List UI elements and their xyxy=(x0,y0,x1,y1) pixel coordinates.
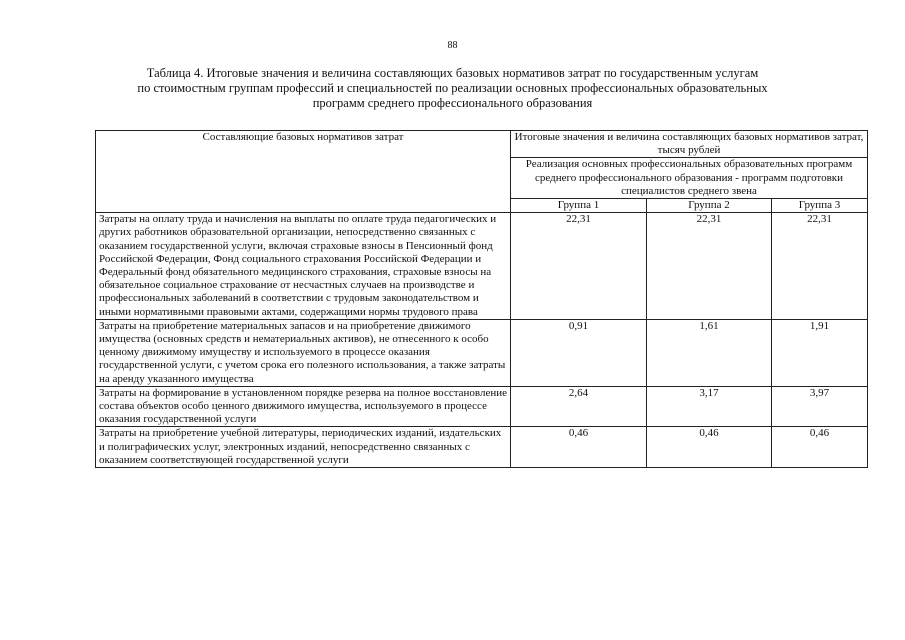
table-row xyxy=(96,427,868,468)
cost-norms-table xyxy=(95,130,868,468)
caption-line-2: по стоимостным группам профессий и специальностей по реализации основных профессиональных образовательных xyxy=(137,81,768,95)
table-row xyxy=(96,386,868,427)
page-number: 88 xyxy=(447,40,458,51)
header-program: Реализация основных профессиональных образовательных программ среднего профессионального образования - программ подготовки специалистов среднего звена xyxy=(511,158,868,199)
header-row-1 xyxy=(96,131,868,158)
header-group-3: Группа 3 xyxy=(772,199,868,213)
row-label: Затраты на приобретение учебной литературы, периодических изданий, издательских и полиграфических услуг, электронных изданий, непосредственно связанных с оказанием соответствующей государственной услуги xyxy=(96,427,511,468)
row-value-group-3: 3,97 xyxy=(772,386,868,427)
row-value-group-1: 0,46 xyxy=(511,427,647,468)
row-value-group-1: 2,64 xyxy=(511,386,647,427)
header-totals: Итоговые значения и величина составляющих базовых нормативов затрат, тысяч рублей xyxy=(511,131,868,158)
table-row xyxy=(96,213,868,320)
header-group-2: Группа 2 xyxy=(647,199,772,213)
header-group-1: Группа 1 xyxy=(511,199,647,213)
caption-line-3: программ среднего профессионального образования xyxy=(312,96,593,110)
header-components: Составляющие базовых нормативов затрат xyxy=(96,131,511,213)
caption-line-1: Таблица 4. Итоговые значения и величина составляющих базовых нормативов затрат по государственным услугам xyxy=(146,66,759,80)
row-label: Затраты на оплату труда и начисления на выплаты по оплате труда педагогических и других работников образовательной организации, непосредственно связанных с оказанием государственной услуги, включая страховые взносы в Пенсионный фонд Российской Федерации, Фонд социального страхования Российской Федерации и Федеральный фонд обязательного медицинского страхования, страховые взносы на обязательное социальное страхование от несчастных случаев на производстве и профессиональных заболеваний в соответствии с трудовым законодательством и иными нормативными правовыми актами, содержащими нормы трудового права xyxy=(96,213,511,320)
row-label: Затраты на приобретение материальных запасов и на приобретение движимого имущества (основных средств и нематериальных активов), не отнесенного к особо ценному движимому имуществу и используемого в процессе оказания государственной услуги, с учетом срока его полезного использования, а также затраты на аренду указанного имущества xyxy=(96,319,511,386)
row-value-group-2: 22,31 xyxy=(647,213,772,320)
row-value-group-3: 0,46 xyxy=(772,427,868,468)
row-value-group-2: 0,46 xyxy=(647,427,772,468)
row-value-group-1: 22,31 xyxy=(511,213,647,320)
table-caption xyxy=(90,66,815,111)
row-value-group-3: 1,91 xyxy=(772,319,868,386)
row-label: Затраты на формирование в установленном порядке резерва на полное восстановление состава объектов особо ценного движимого имущества, используемого в процессе оказания государственной услуги xyxy=(96,386,511,427)
row-value-group-2: 3,17 xyxy=(647,386,772,427)
row-value-group-3: 22,31 xyxy=(772,213,868,320)
table-row xyxy=(96,319,868,386)
row-value-group-1: 0,91 xyxy=(511,319,647,386)
row-value-group-2: 1,61 xyxy=(647,319,772,386)
